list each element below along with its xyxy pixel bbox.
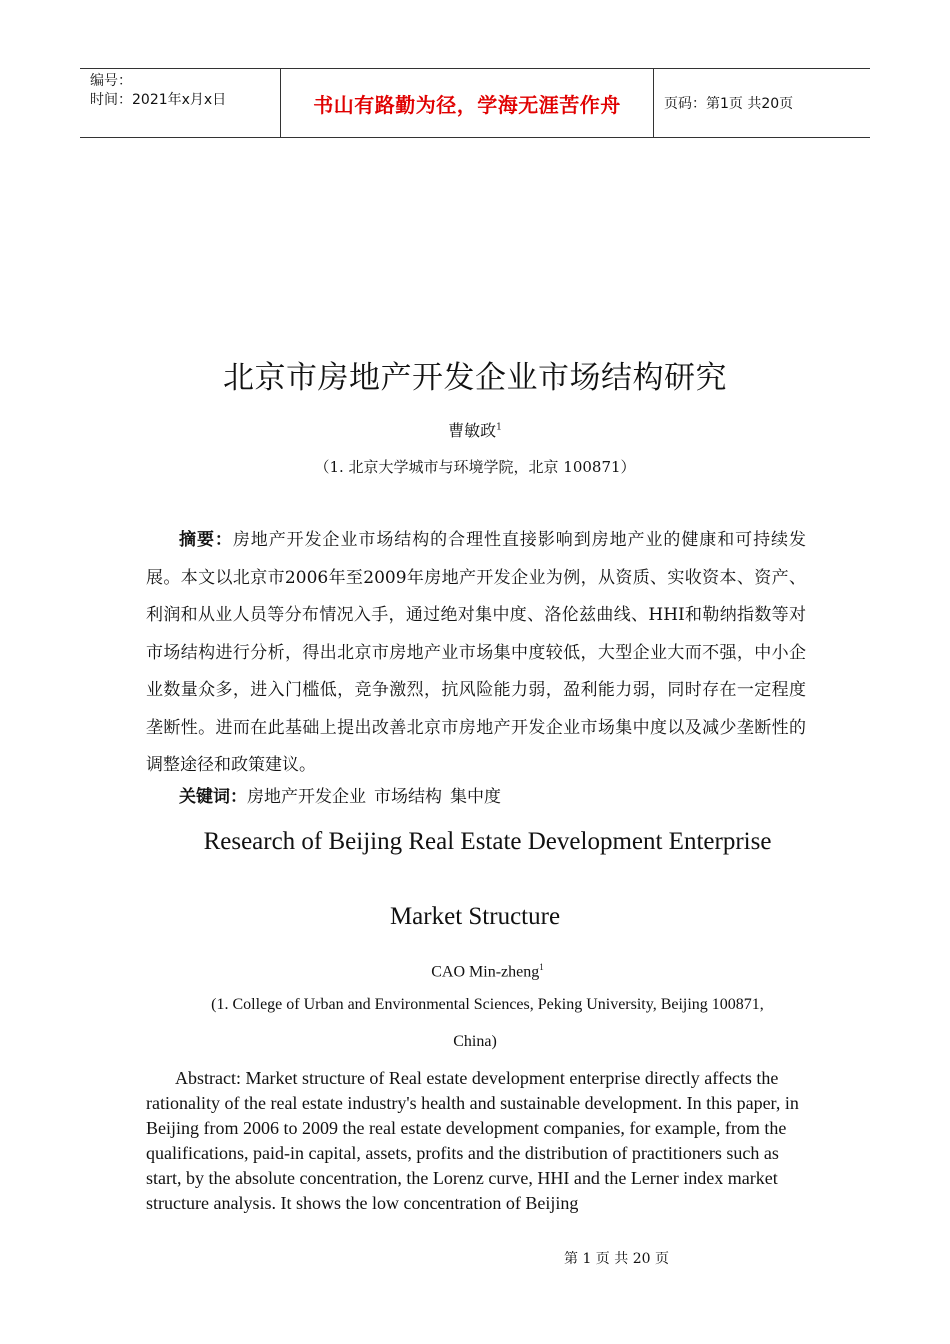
header-page-info-cell (654, 69, 870, 137)
author-en-line (0, 962, 950, 981)
header-motto-cell (281, 69, 654, 137)
document-header (80, 68, 870, 138)
paper-title-cn: 北京市房地产开发企业市场结构研究 (223, 360, 727, 396)
affiliation-en-line1: (1. College of Urban and Environmental Sciences, Peking University, Beijing 100871, (211, 996, 764, 1013)
author-cn: 曹敏政 (448, 421, 497, 440)
keyword-item: 集中度 (450, 787, 501, 807)
page-footer: 第 1 页 共 20 页 (564, 1251, 669, 1267)
abstract-en: Abstract: Market structure of Real estate development enterprise directly affects the rationality of the real estate industry's health and sustainable development. In this paper, in Beijing from 2006 to 2009 the real estate development companies, for example, from the qualifications, paid-in capital, assets, profits and the distribution of practitioners such as start, by the absolute concentration, the Lorenz curve, HHI and the Lerner index market structure analysis. It shows the low concentration of Beijing (146, 1068, 799, 1213)
paper-title-en-line2: Market Structure (389, 903, 561, 930)
author-cn-sup: 1 (496, 422, 502, 433)
author-en-sup: 1 (539, 962, 544, 972)
date-label: 时间：2021年x月x日 (90, 92, 227, 108)
affiliation-en-line2: China) (453, 1033, 497, 1050)
author-cn-line (0, 418, 950, 441)
abstract-cn (146, 522, 806, 785)
serial-number-label: 编号： (90, 73, 132, 89)
affiliation-cn: （1. 北京大学城市与环境学院，北京 100871） (314, 458, 636, 476)
header-meta (80, 69, 281, 137)
keywords-label: 关键词： (179, 787, 247, 807)
header-page-info: 页码：第1页 共20页 (664, 96, 794, 112)
abstract-label: 摘要： (179, 530, 233, 550)
keyword-item: 市场结构 (374, 787, 442, 807)
keywords-line (179, 782, 509, 807)
header-motto: 书山有路勤为径，学海无涯苦作舟 (313, 92, 621, 117)
author-en: CAO Min-zheng (431, 963, 540, 981)
abstract-cn-text: 房地产开发企业市场结构的合理性直接影响到房地产业的健康和可持续发展。本文以北京市2006年至2009年房地产开发企业为例，从资质、实收资本、资产、利润和从业人员等分布情况入手，通过绝对集中度、洛伦兹曲线、HHI和勒纳指数等对市场结构进行分析，得出北京市房地产业市场集中度较低，大型企业大而不强，中小企业数量众多，进入门槛低，竞争激烈，抗风险能力弱，盈利能力弱，同时存在一定程度垄断性。进而在此基础上提出改善北京市房地产开发企业市场集中度以及减少垄断性的调整途径和政策建议。 (146, 530, 807, 775)
keyword-item: 房地产开发企业 (247, 787, 366, 807)
paper-title-en-line1: Research of Beijing Real Estate Development Enterprise (203, 828, 772, 855)
